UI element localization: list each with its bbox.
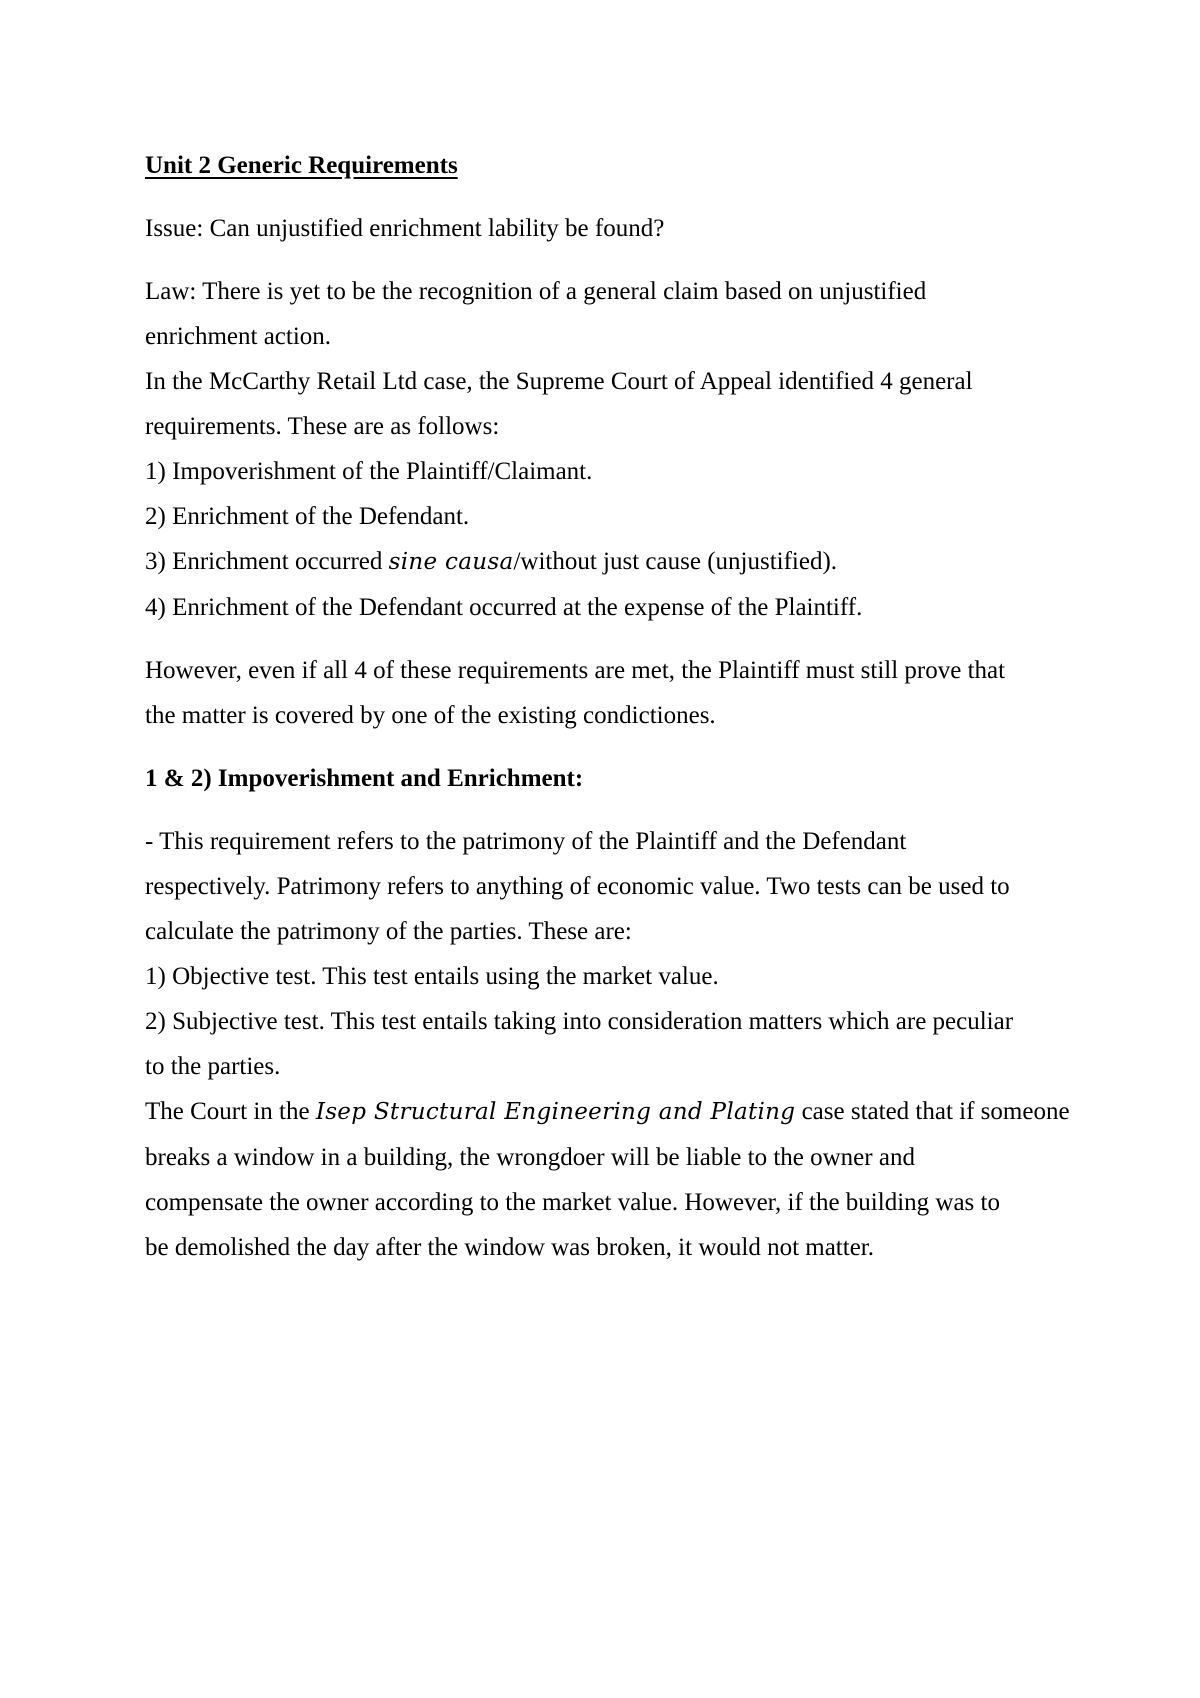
patrimony-line: to the parties.: [145, 1053, 281, 1080]
patrimony-line: 2) Subjective test. This test entails taking into consideration matters which are peculiar: [145, 1008, 1014, 1035]
case-name: Isep Structural Engineering and Plating: [315, 1099, 796, 1125]
requirement-item: 1) Impoverishment of the Plaintiff/Claimant.: [145, 458, 593, 485]
requirement-text: /without just cause (unjustified).: [513, 548, 838, 575]
latin-term: sine causa: [388, 549, 514, 575]
issue-paragraph: Issue: Can unjustified enrichment lability be found?: [145, 215, 665, 242]
document-title: Unit 2 Generic Requirements: [145, 152, 458, 179]
court-line: [145, 1089, 1075, 1135]
court-line: compensate the owner according to the market value. However, if the building was to: [145, 1189, 1000, 1216]
court-text: The Court in the: [145, 1098, 316, 1125]
court-line: breaks a window in a building, the wrongdoer will be liable to the owner and: [145, 1144, 915, 1171]
court-line: be demolished the day after the window was broken, it would not matter.: [145, 1234, 874, 1261]
law-line: enrichment action.: [145, 323, 332, 350]
mccarthy-line: requirements. These are as follows:: [145, 413, 500, 440]
however-paragraph: [145, 648, 1075, 738]
section-heading: 1 & 2) Impoverishment and Enrichment:: [145, 765, 584, 792]
requirement-item: 2) Enrichment of the Defendant.: [145, 503, 470, 530]
patrimony-line: respectively. Patrimony refers to anything of economic value. Two tests can be used to: [145, 873, 1010, 900]
law-line: Law: There is yet to be the recognition of a general claim based on unjustified: [145, 278, 927, 305]
mccarthy-line: In the McCarthy Retail Ltd case, the Supreme Court of Appeal identified 4 general: [145, 368, 973, 395]
requirement-item: [145, 539, 1075, 585]
requirement-text: 3) Enrichment occurred: [145, 548, 389, 575]
patrimony-line: calculate the patrimony of the parties. These are:: [145, 918, 632, 945]
document-body: [145, 143, 1075, 1270]
requirement-item: 4) Enrichment of the Defendant occurred at the expense of the Plaintiff.: [145, 594, 863, 621]
court-text: case stated that if someone: [795, 1098, 1070, 1125]
however-line: However, even if all 4 of these requirements are met, the Plaintiff must still prove that: [145, 657, 1006, 684]
however-line: the matter is covered by one of the existing condictiones.: [145, 702, 716, 729]
patrimony-line: - This requirement refers to the patrimony of the Plaintiff and the Defendant: [145, 828, 907, 855]
patrimony-paragraph: [145, 819, 1075, 1270]
law-paragraph: [145, 269, 1075, 630]
patrimony-line: 1) Objective test. This test entails using the market value.: [145, 963, 719, 990]
